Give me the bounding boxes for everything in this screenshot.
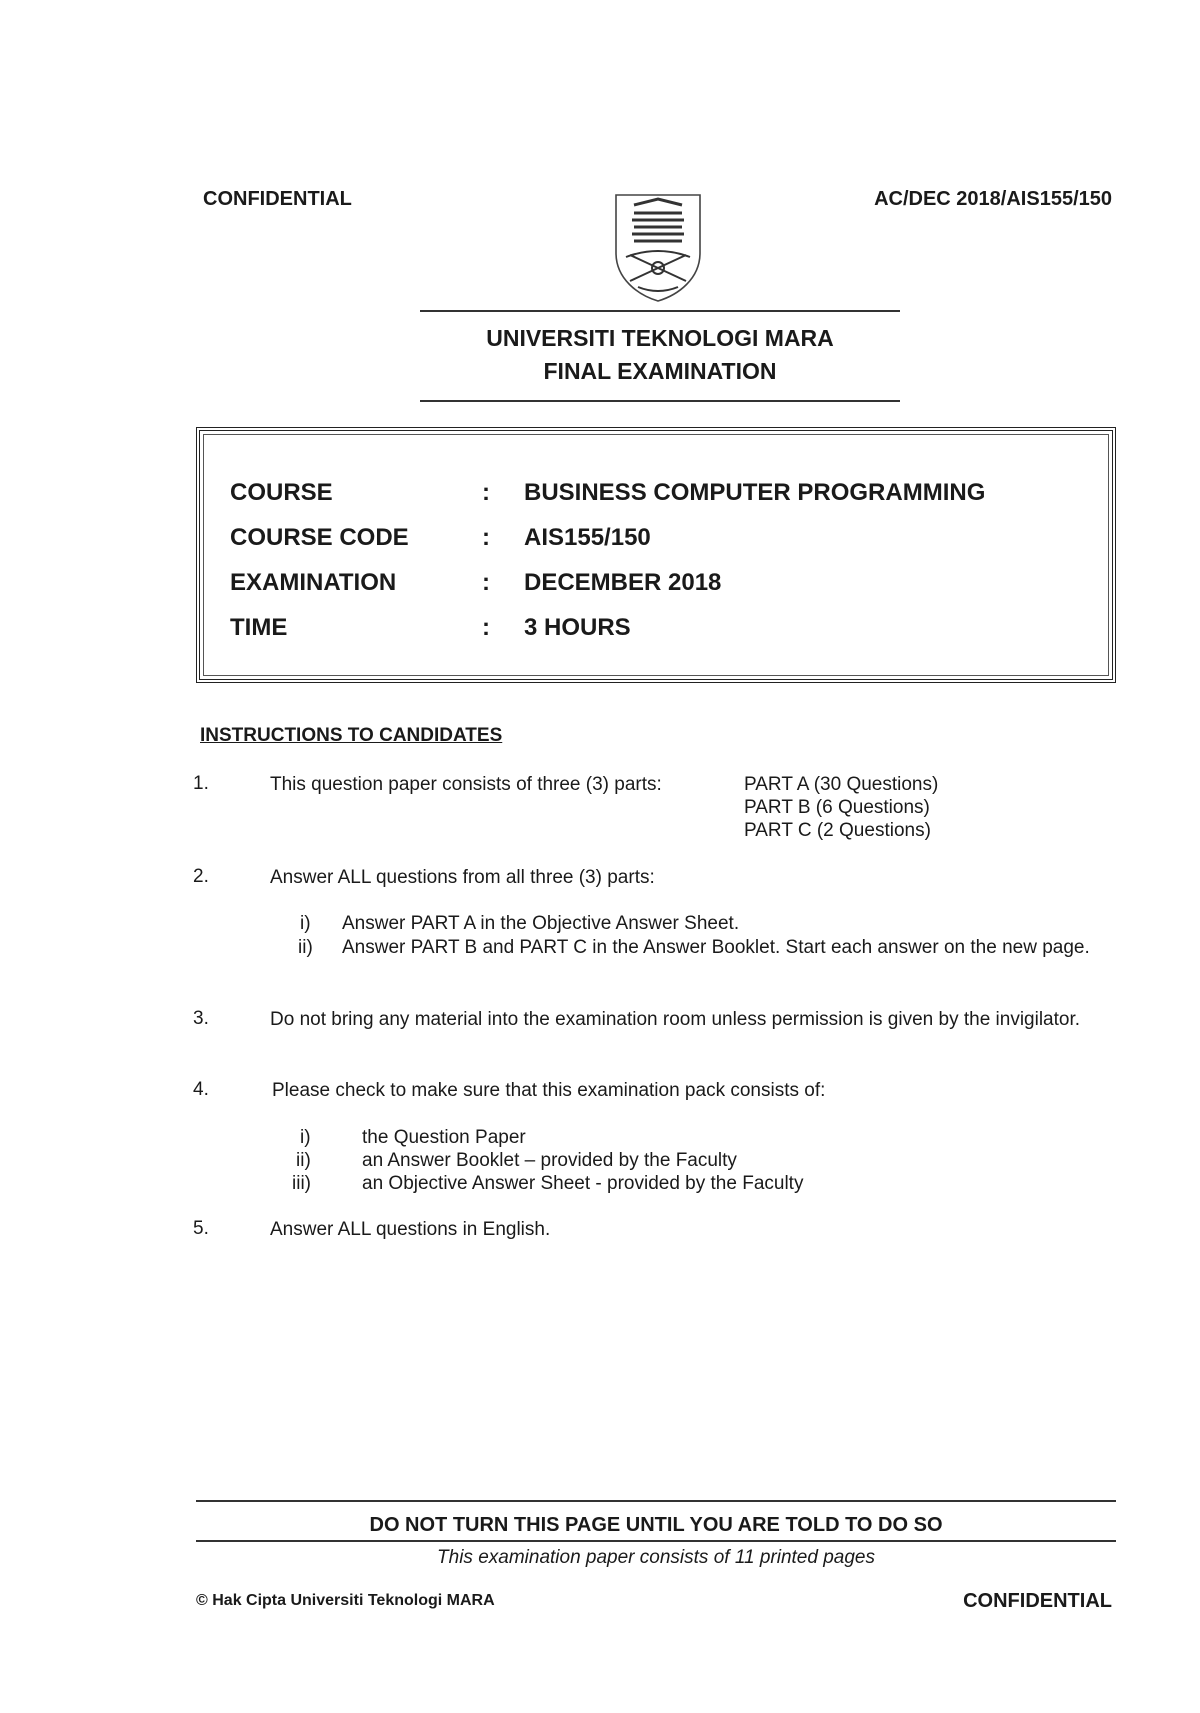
separator: : <box>482 569 490 596</box>
do-not-turn-warning: DO NOT TURN THIS PAGE UNTIL YOU ARE TOLD TO DO SO <box>369 1514 943 1536</box>
university-crest-icon <box>612 191 704 303</box>
instruction-text: Please check to make sure that this examination pack consists of: <box>272 1080 826 1101</box>
separator: : <box>482 479 490 506</box>
part-b-count: PART B (6 Questions) <box>744 797 930 818</box>
sub-item-number: iii) <box>292 1173 311 1194</box>
instruction-text: Answer ALL questions in English. <box>270 1219 551 1240</box>
separator: : <box>482 614 490 641</box>
page-count-note: This examination paper consists of 11 printed pages <box>437 1547 875 1568</box>
title-top-rule <box>420 310 900 312</box>
part-c-count: PART C (2 Questions) <box>744 820 931 841</box>
separator: : <box>482 524 490 551</box>
instruction-text: Do not bring any material into the examination room unless permission is given by the invigilator. <box>270 1009 1081 1030</box>
course-code-label: COURSE CODE <box>230 524 409 551</box>
sub-item-number: ii) <box>296 1150 311 1171</box>
instruction-number: 5. <box>193 1218 209 1239</box>
examination-value: DECEMBER 2018 <box>524 569 722 596</box>
time-label: TIME <box>230 614 288 641</box>
sub-item-number: i) <box>300 1127 311 1148</box>
instruction-text: Answer ALL questions from all three (3) parts: <box>270 867 655 888</box>
instruction-number: 1. <box>193 773 209 794</box>
sub-item-text: the Question Paper <box>362 1127 526 1148</box>
instruction-text: This question paper consists of three (3) parts: <box>270 774 662 795</box>
sub-item-text: an Objective Answer Sheet - provided by the Faculty <box>362 1173 804 1194</box>
course-info-box <box>196 427 1116 683</box>
time-value: 3 HOURS <box>524 614 631 641</box>
sub-item-text: an Answer Booklet – provided by the Faculty <box>362 1150 737 1171</box>
part-a-count: PART A (30 Questions) <box>744 774 939 795</box>
instruction-number: 3. <box>193 1008 209 1029</box>
sub-item-text: Answer PART B and PART C in the Answer Booklet. Start each answer on the new page. <box>342 937 1090 958</box>
footer-top-rule <box>196 1500 1116 1502</box>
instruction-number: 4. <box>193 1079 209 1100</box>
sub-item-number: i) <box>300 913 311 934</box>
university-name: UNIVERSITI TEKNOLOGI MARA <box>486 325 834 351</box>
copyright-notice: © Hak Cipta Universiti Teknologi MARA <box>196 1592 495 1609</box>
sub-item-number: ii) <box>298 937 313 958</box>
course-code-value: AIS155/150 <box>524 524 651 551</box>
confidential-footer-label: CONFIDENTIAL <box>963 1590 1112 1612</box>
exam-type: FINAL EXAMINATION <box>543 358 777 384</box>
examination-label: EXAMINATION <box>230 569 397 596</box>
course-label: COURSE <box>230 479 333 506</box>
confidential-label: CONFIDENTIAL <box>203 188 352 210</box>
footer-bottom-rule <box>196 1540 1116 1542</box>
instruction-number: 2. <box>193 866 209 887</box>
sub-item-text: Answer PART A in the Objective Answer Sheet. <box>342 913 740 934</box>
instructions-title: INSTRUCTIONS TO CANDIDATES <box>200 725 503 746</box>
exam-reference: AC/DEC 2018/AIS155/150 <box>874 188 1112 210</box>
title-bottom-rule <box>420 400 900 402</box>
course-value: BUSINESS COMPUTER PROGRAMMING <box>524 479 986 506</box>
